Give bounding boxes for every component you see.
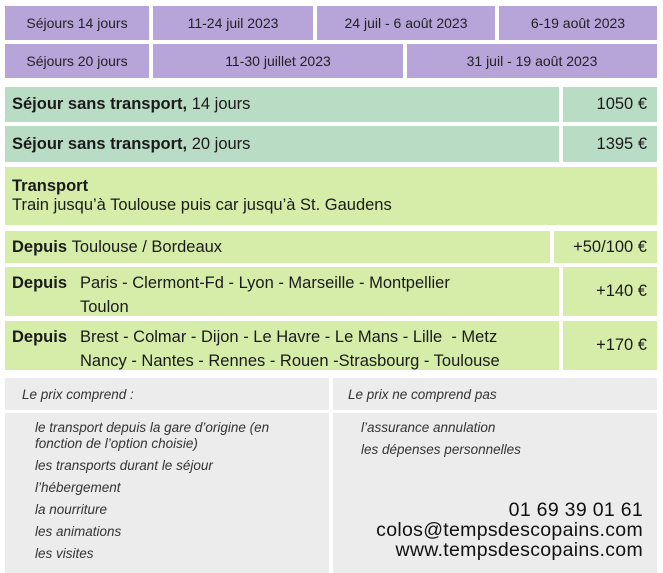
includes-item: les visites xyxy=(35,546,94,561)
contact-website[interactable]: www.tempsdescopains.com xyxy=(395,539,643,561)
dates-14-label-text: Séjours 14 jours xyxy=(26,15,128,31)
transport-title: Transport xyxy=(12,177,89,195)
depuis-keyword: Depuis xyxy=(12,274,68,292)
excludes-item: l’assurance annulation xyxy=(361,420,496,435)
sans-transport-20-price xyxy=(563,126,657,162)
dates-20-period-1 xyxy=(153,44,403,78)
price-text: 1395 € xyxy=(596,134,647,153)
depuis-option-2 xyxy=(5,267,559,316)
depuis-cities-line: Brest - Colmar - Dijon - Le Havre - Le Mans - Lille - Metz xyxy=(80,328,498,346)
price-text: +50/100 € xyxy=(573,237,647,256)
depuis-option-3-price xyxy=(563,321,657,370)
period-text: 31 juil - 19 août 2023 xyxy=(466,53,598,69)
depuis-cities xyxy=(80,271,450,319)
sans-transport-14-price xyxy=(563,87,657,122)
includes-item: le transport depuis la gare d’origine (en xyxy=(35,420,270,435)
period-text: 11-24 juil 2023 xyxy=(187,15,279,31)
depuis-keyword: Depuis xyxy=(12,237,68,256)
depuis-option-2-price xyxy=(563,267,657,316)
depuis-cities-line: Toulon xyxy=(80,298,129,316)
excludes-list xyxy=(361,420,651,464)
sans-transport-14-label xyxy=(5,87,559,122)
includes-item: l’hébergement xyxy=(35,480,121,495)
sans-transport-14-bold: Séjour sans transport, xyxy=(12,95,188,113)
dates-14-label xyxy=(5,6,149,40)
depuis-option-3 xyxy=(5,321,559,370)
depuis-cities xyxy=(80,325,500,373)
includes-item: les animations xyxy=(35,524,122,539)
excludes-heading xyxy=(333,378,657,410)
depuis-keyword: Depuis xyxy=(12,328,68,346)
dates-20-label xyxy=(5,44,149,78)
includes-item: fonction de l’option choisie) xyxy=(35,436,198,451)
period-text: 6-19 août 2023 xyxy=(530,15,626,31)
price-text: 1050 € xyxy=(596,95,647,113)
sans-transport-20-rest: 20 jours xyxy=(187,134,251,153)
contact-email[interactable]: colos@tempsdescopains.com xyxy=(376,519,643,541)
period-text: 11-30 juillet 2023 xyxy=(225,53,331,69)
dates-20-label-text: Séjours 20 jours xyxy=(26,53,128,69)
price-text: +140 € xyxy=(596,282,647,300)
contact-block xyxy=(376,500,643,560)
includes-heading xyxy=(5,378,329,410)
price-text: +170 € xyxy=(596,336,647,354)
excludes-item: les dépenses personnelles xyxy=(361,442,521,457)
period-text: 24 juil - 6 août 2023 xyxy=(344,15,468,31)
sans-transport-20-bold: Séjour sans transport, xyxy=(12,134,188,153)
dates-14-period-1 xyxy=(153,6,313,40)
depuis-option-1-price xyxy=(554,231,657,263)
dates-14-period-3 xyxy=(499,6,657,40)
transport-desc: Train jusqu’à Toulouse puis car jusqu’à St. Gaudens xyxy=(12,196,392,214)
depuis-option-1 xyxy=(5,231,550,263)
transport-info xyxy=(5,167,657,225)
dates-14-period-2 xyxy=(317,6,495,40)
contact-phone[interactable]: 01 69 39 01 61 xyxy=(508,499,643,521)
sans-transport-14-rest: 14 jours xyxy=(187,95,251,113)
depuis-cities: Toulouse / Bordeaux xyxy=(71,237,223,256)
includes-item: la nourriture xyxy=(35,502,108,517)
includes-heading-text: Le prix comprend : xyxy=(22,386,134,402)
includes-item: les transports durant le séjour xyxy=(35,458,213,473)
depuis-cities-line: Nancy - Nantes - Rennes - Rouen -Strasbourg - Toulouse xyxy=(80,352,500,370)
includes-list xyxy=(35,420,325,568)
excludes-heading-text: Le prix ne comprend pas xyxy=(348,386,497,402)
dates-20-period-2 xyxy=(407,44,657,78)
sans-transport-20-label xyxy=(5,126,559,162)
depuis-cities-line: Paris - Clermont-Fd - Lyon - Marseille - Montpellier xyxy=(80,274,450,292)
